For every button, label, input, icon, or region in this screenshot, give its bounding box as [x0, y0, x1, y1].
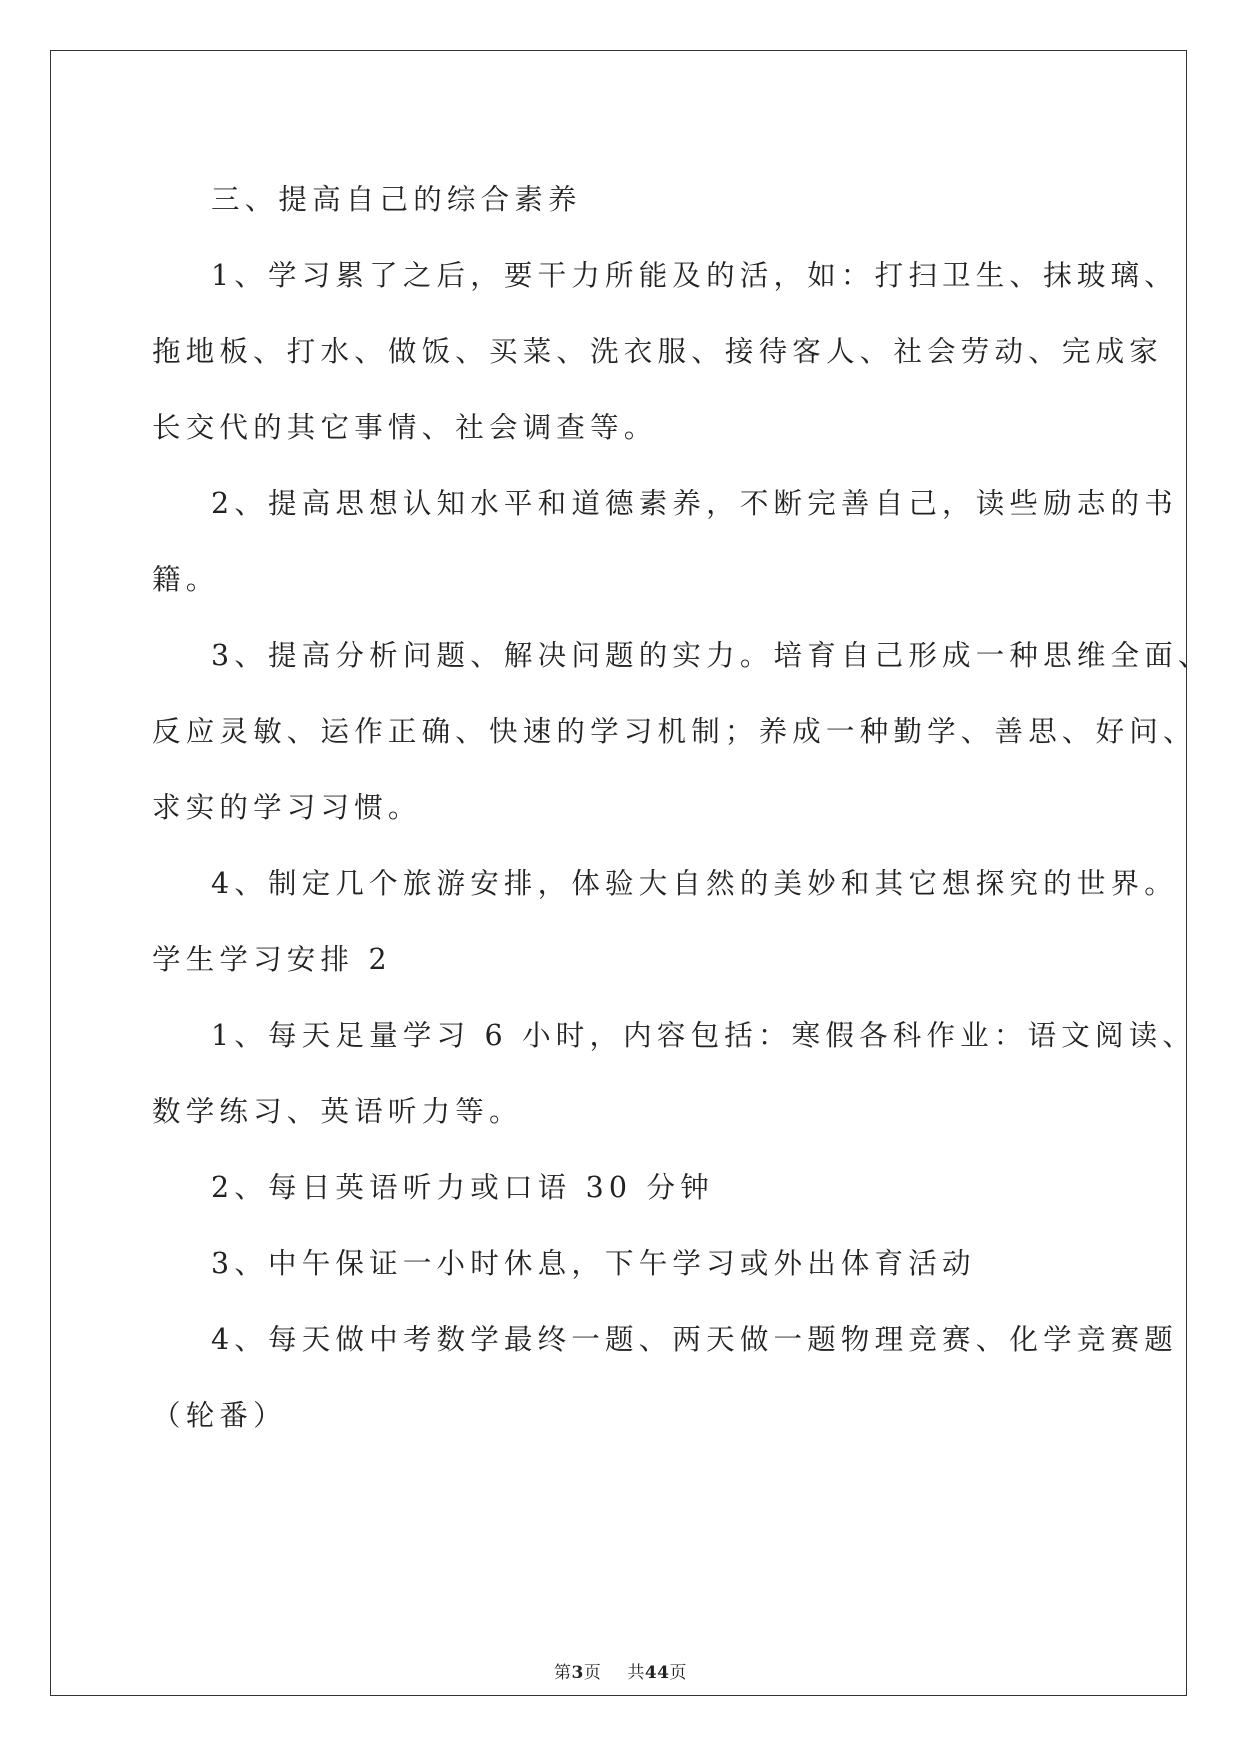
paragraph-line: 籍。: [152, 563, 220, 596]
paragraph-line: 3、中午保证一小时休息，下午学习或外出体育活动: [211, 1247, 976, 1280]
paragraph-line: 数学练习、英语听力等。: [152, 1095, 523, 1128]
page-current: 3: [571, 1663, 584, 1683]
paragraph-line: 4、制定几个旅游安排，体验大自然的美妙和其它想探究的世界。: [211, 867, 1178, 900]
paragraph-line: 2、提高思想认知水平和道德素养，不断完善自己，读些励志的书: [211, 487, 1178, 520]
paragraph-line: 2、每日英语听力或口语 30 分钟: [211, 1171, 714, 1204]
paragraph-line: 4、每天做中考数学最终一题、两天做一题物理竞赛、化学竞赛题: [211, 1323, 1178, 1356]
page-total: 44: [644, 1663, 670, 1683]
page-mid: 页: [583, 1663, 602, 1683]
page-prefix: 第: [553, 1663, 572, 1683]
page-footer: [0, 1658, 1241, 1683]
total-suffix: 页: [669, 1663, 687, 1683]
paragraph-line: （轮番）: [152, 1399, 287, 1432]
paragraph-line: 反应灵敏、运作正确、快速的学习机制；养成一种勤学、善思、好问、: [152, 715, 1197, 748]
paragraph-line: 1、学习累了之后，要干力所能及的活，如：打扫卫生、抹玻璃、: [211, 259, 1178, 292]
section-heading: 学生学习安排 2: [152, 943, 392, 976]
paragraph-line: 拖地板、打水、做饭、买菜、洗衣服、接待客人、社会劳动、完成家: [152, 335, 1164, 368]
section-heading: 三、提高自己的综合素养: [211, 183, 582, 216]
paragraph-line: 求实的学习习惯。: [152, 791, 422, 824]
paragraph-line: 长交代的其它事情、社会调查等。: [152, 411, 658, 444]
paragraph-line: 1、每天足量学习 6 小时，内容包括：寒假各科作业：语文阅读、: [211, 1019, 1197, 1052]
paragraph-line: 3、提高分析问题、解决问题的实力。培育自己形成一种思维全面、: [211, 639, 1212, 672]
document-body: [152, 162, 1212, 1454]
total-prefix: 共: [627, 1663, 645, 1683]
